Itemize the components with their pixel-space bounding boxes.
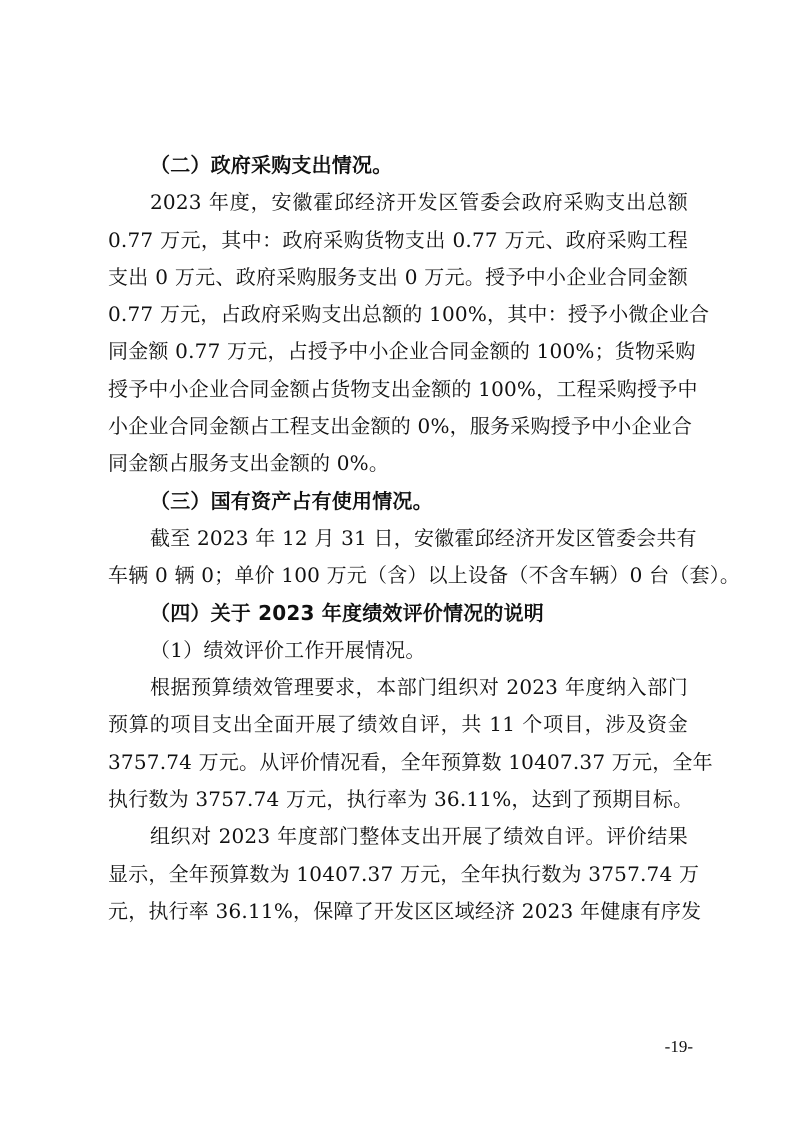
heading-performance-evaluation: （四）关于 2023 年度绩效评价情况的说明 xyxy=(150,600,544,625)
text-line: 元，执行率 36.11%，保障了开发区区域经济 2023 年健康有序发 xyxy=(108,898,702,923)
text-line: 显示，全年预算数为 10407.37 万元，全年执行数为 3757.74 万 xyxy=(108,861,700,886)
text-line: 支出 0 万元、政府采购服务支出 0 万元。授予中小企业合同金额 xyxy=(108,264,688,289)
text-line: 组织对 2023 年度部门整体支出开展了绩效自评。评价结果 xyxy=(150,824,688,849)
text-line: 同金额 0.77 万元，占授予中小企业合同金额的 100%；货物采购 xyxy=(108,339,696,364)
text-line: 执行数为 3757.74 万元，执行率为 36.11%，达到了预期目标。 xyxy=(108,787,694,812)
text-line: 3757.74 万元。从评价情况看，全年预算数 10407.37 万元，全年 xyxy=(108,749,713,774)
text-line: 0.77 万元，占政府采购支出总额的 100%，其中：授予小微企业合 xyxy=(108,302,710,327)
heading-government-procurement: （二）政府采购支出情况。 xyxy=(150,153,393,177)
text-line: 车辆 0 辆 0；单价 100 万元（含）以上设备（不含车辆）0 台（套）。 xyxy=(108,563,741,588)
text-line: 预算的项目支出全面开展了绩效自评，共 11 个项目，涉及资金 xyxy=(108,712,688,737)
document-body xyxy=(108,147,741,930)
page-number: -19- xyxy=(664,1037,693,1056)
text-line: 根据预算绩效管理要求，本部门组织对 2023 年度纳入部门 xyxy=(150,675,688,700)
subheading-evaluation-work: （1）绩效评价工作开展情况。 xyxy=(150,637,426,662)
text-line: 截至 2023 年 12 月 31 日，安徽霍邱经济开发区管委会共有 xyxy=(150,525,697,550)
text-line: 0.77 万元，其中：政府采购货物支出 0.77 万元、政府采购工程 xyxy=(108,227,688,252)
text-line: 小企业合同金额占工程支出金额的 0%，服务采购授予中小企业合 xyxy=(108,414,693,439)
heading-state-assets: （三）国有资产占有使用情况。 xyxy=(150,488,433,513)
text-line: 同金额占服务支出金额的 0%。 xyxy=(108,451,390,476)
text-line: 授予中小企业合同金额占货物支出金额的 100%，工程采购授予中 xyxy=(108,376,698,401)
text-line: 2023 年度，安徽霍邱经济开发区管委会政府采购支出总额 xyxy=(150,190,688,215)
